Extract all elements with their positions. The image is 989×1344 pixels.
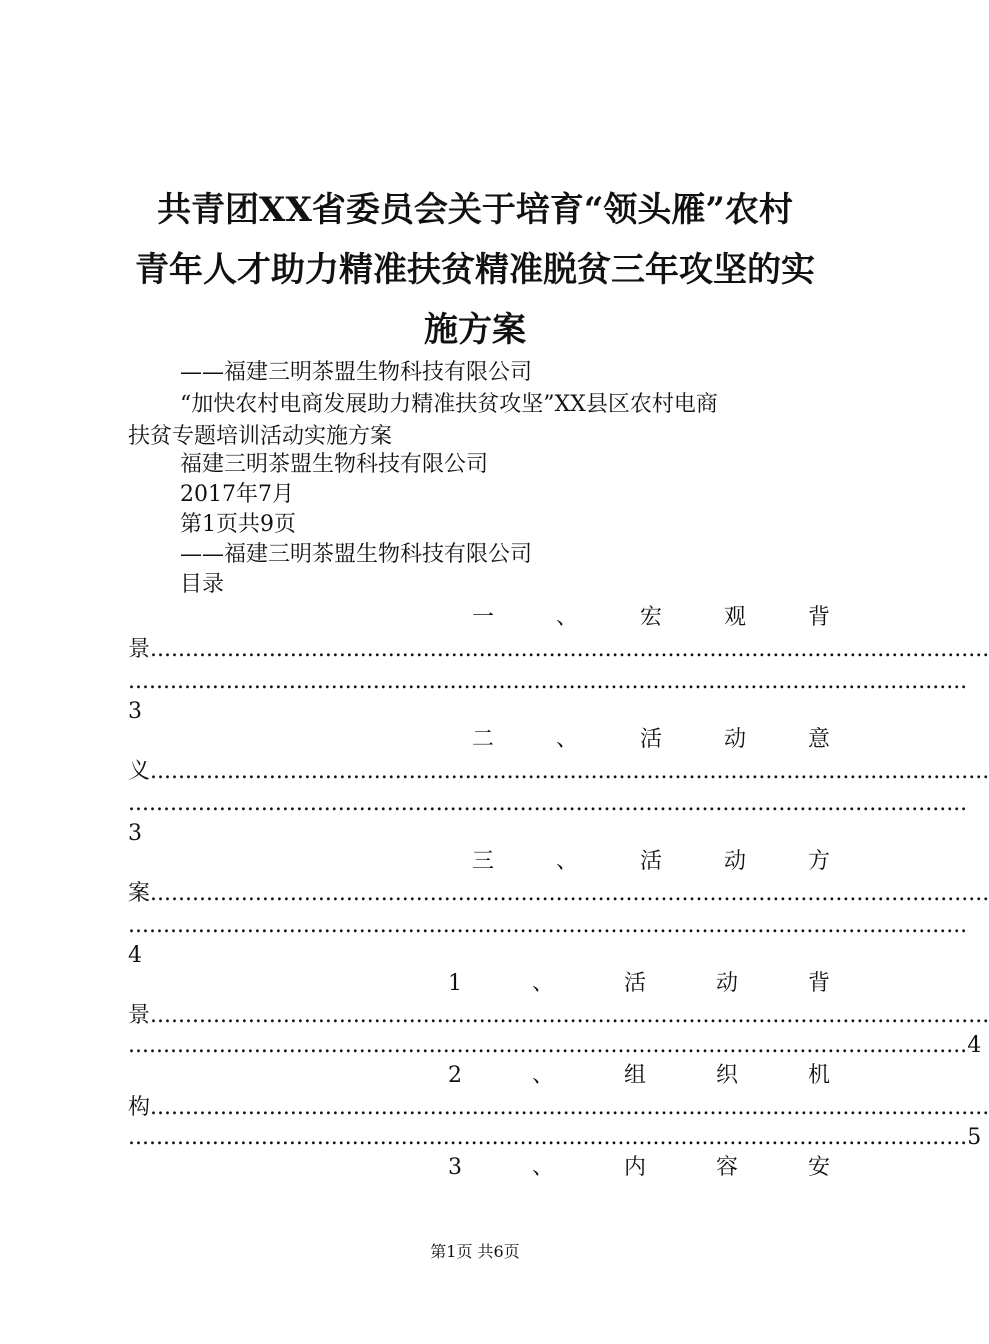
toc-entry-1-page: 3 [128,699,142,724]
document-title-line-1: 共青团XX省委员会关于培育“领头雁”农村 [157,190,793,230]
toc-entry-3-part: 方 [807,849,830,874]
toc-entry-1-part: 观 [723,605,746,630]
dot-leader-line [128,667,968,697]
dot-leader: ........................................................................................................................ [128,1125,968,1150]
heading-line-1: “加快农村电商发展助力精准扶贫攻坚”XX县区农村电商 [180,392,718,417]
toc-entry-3-heading[interactable] [472,847,830,877]
toc-entry-3-part: 活 [639,849,662,874]
toc-entry-6-heading[interactable] [448,1153,830,1183]
toc-entry-5-part: 2 [448,1063,462,1088]
toc-entry-1-part: 宏 [639,605,662,630]
subtitle-company-repeat: ——福建三明茶盟生物科技有限公司 [180,542,533,567]
toc-entry-5-part: 机 [807,1063,830,1088]
toc-entry-5-leader [128,1093,989,1123]
dot-leader: ........................................................................................................................ [150,637,989,662]
toc-entry-3-tail: 案 [128,881,151,906]
company-name: 福建三明茶盟生物科技有限公司 [180,452,489,477]
toc-entry-1-leader [128,635,989,665]
toc-entry-2-part: 、 [555,727,578,752]
toc-entry-4-tail: 景 [128,1003,151,1028]
toc-entry-2-page: 3 [128,821,142,846]
toc-entry-4-leader-end [128,1031,982,1061]
document-title-line-2: 青年人才助力精准扶贫精准脱贫三年攻坚的实 [135,250,815,290]
dot-leader: ........................................................................................................................ [128,669,968,694]
heading-line-2: 扶贫专题培训活动实施方案 [128,424,393,449]
toc-entry-4-part: 动 [715,971,738,996]
toc-entry-1-heading[interactable] [472,603,830,633]
toc-entry-6-part: 、 [531,1155,554,1180]
toc-entry-4-heading[interactable] [448,969,830,999]
dot-leader: ........................................................................................................................ [128,913,968,938]
dot-leader-line [128,789,968,819]
toc-entry-4-part: 背 [807,971,830,996]
dot-leader: ........................................................................................................................ [150,1095,989,1120]
toc-entry-6-part: 安 [807,1155,830,1180]
toc-entry-1-part: 、 [555,605,578,630]
dot-leader: ........................................................................................................................ [150,881,989,906]
toc-entry-2-heading[interactable] [472,725,830,755]
page-footer: 第1页 共6页 [430,1242,520,1261]
toc-entry-3-page: 4 [128,943,142,968]
toc-entry-2-part: 动 [723,727,746,752]
toc-entry-5-part: 组 [623,1063,646,1088]
toc-entry-1-part: 背 [807,605,830,630]
toc-entry-3-part: 动 [723,849,746,874]
toc-entry-3-leader [128,879,989,909]
dot-leader: ........................................................................................................................ [128,791,968,816]
subtitle-company: ——福建三明茶盟生物科技有限公司 [180,360,533,385]
toc-entry-5-part: 、 [531,1063,554,1088]
toc-entry-1-tail: 景 [128,637,151,662]
toc-entry-5-part: 织 [715,1063,738,1088]
dot-leader: ........................................................................................................................ [128,1033,968,1058]
toc-entry-6-part: 容 [715,1155,738,1180]
dot-leader-line [128,911,968,941]
toc-label: 目录 [180,572,225,597]
toc-entry-5-heading[interactable] [448,1061,830,1091]
toc-entry-2-tail: 义 [128,759,151,784]
toc-entry-4-part: 活 [623,971,646,996]
toc-entry-6-part: 内 [623,1155,646,1180]
document-title-line-3: 施方案 [424,310,526,350]
dot-leader: ........................................................................................................................ [150,1003,989,1028]
toc-entry-5-page: 5 [967,1125,982,1150]
toc-entry-4-part: 、 [531,971,554,996]
toc-entry-6-part: 3 [448,1155,462,1180]
toc-entry-4-leader [128,1001,989,1031]
toc-entry-2-leader [128,757,989,787]
toc-entry-2-part: 活 [639,727,662,752]
document-date: 2017年7月 [180,482,294,507]
toc-entry-5-tail: 构 [128,1095,151,1120]
toc-entry-1-part: 一 [472,605,495,630]
toc-entry-3-part: 三 [472,849,495,874]
toc-entry-5-leader-end [128,1123,982,1153]
dot-leader: ........................................................................................................................ [150,759,989,784]
toc-entry-2-part: 意 [807,727,830,752]
toc-entry-2-part: 二 [472,727,495,752]
toc-entry-3-part: 、 [555,849,578,874]
page-info: 第1页共9页 [180,512,296,537]
toc-entry-4-page: 4 [967,1033,982,1058]
toc-entry-4-part: 1 [448,971,462,996]
